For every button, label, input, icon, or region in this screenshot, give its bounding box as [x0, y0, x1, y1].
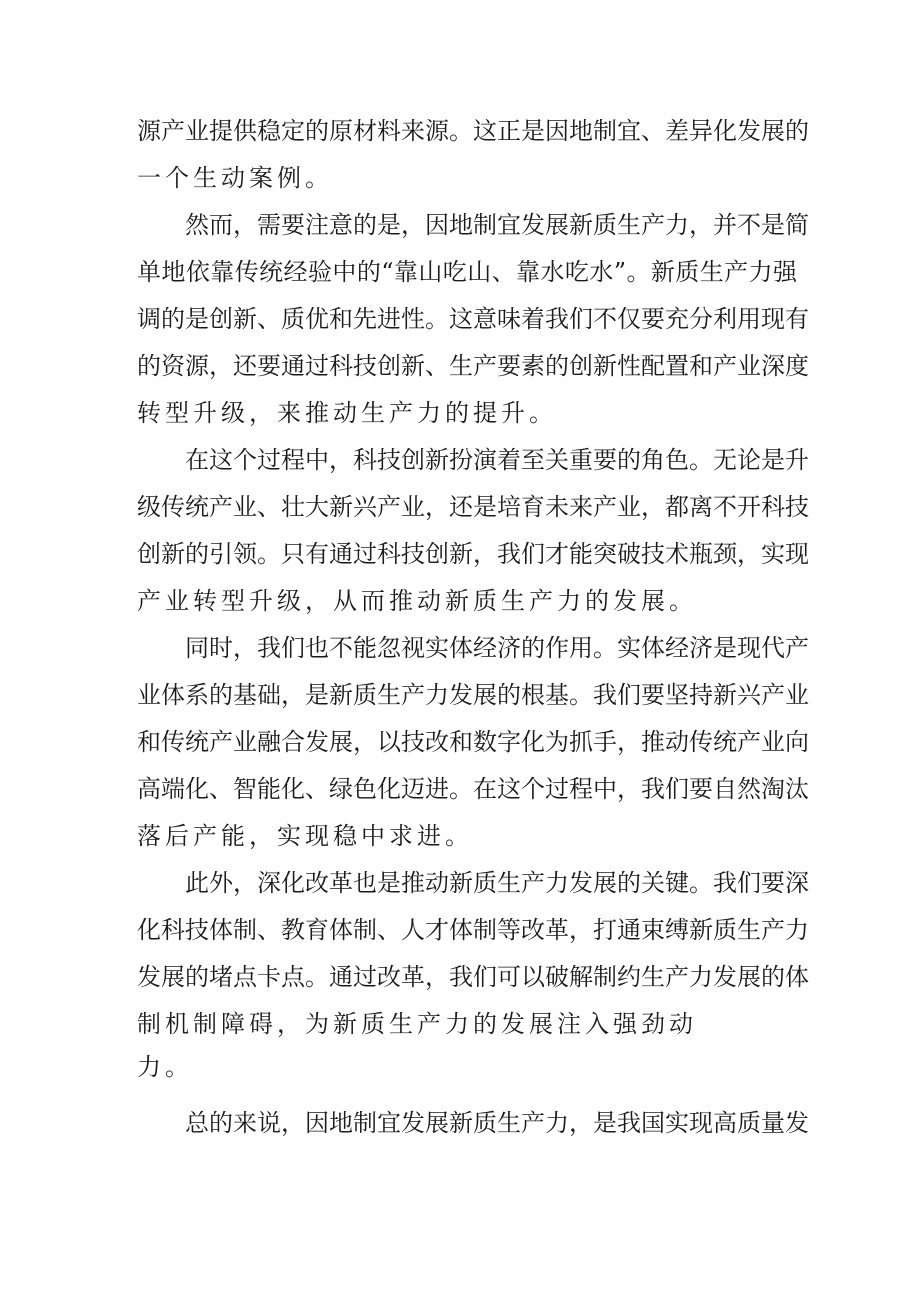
paragraph-4-line-4: 高端化、智能化、绿色化迈进。在这个过程中，我们要自然淘汰	[137, 775, 809, 803]
paragraph-2-line-3: 调的是创新、质优和先进性。这意味着我们不仅要充分利用现有	[137, 305, 809, 333]
paragraph-6-line-1: 总的来说，因地制宜发展新质生产力，是我国实现高质量发	[185, 1109, 809, 1137]
paragraph-5-line-2: 化科技体制、教育体制、人才体制等改革，打通束缚新质生产力	[137, 916, 809, 944]
paragraph-2-line-4: 的资源，还要通过科技创新、生产要素的创新性配置和产业深度	[137, 352, 809, 380]
paragraph-2-line-1: 然而，需要注意的是，因地制宜发展新质生产力，并不是简	[185, 211, 809, 239]
paragraph-2-line-5: 转型升级，来推动生产力的提升。	[137, 399, 557, 427]
paragraph-4-line-3: 和传统产业融合发展，以技改和数字化为抓手，推动传统产业向	[137, 728, 809, 756]
paragraph-5-line-5: 力。	[137, 1053, 193, 1081]
paragraph-2-line-2: 单地依靠传统经验中的“靠山吃山、靠水吃水”。新质生产力强	[137, 258, 797, 286]
paragraph-4-line-5: 落后产能，实现稳中求进。	[137, 822, 473, 850]
paragraph-4-line-1: 同时，我们也不能忽视实体经济的作用。实体经济是现代产	[185, 634, 809, 662]
paragraph-5-line-4: 制机制障碍，为新质生产力的发展注入强劲动	[137, 1010, 697, 1038]
paragraph-3-line-2: 级传统产业、壮大新兴产业，还是培育未来产业，都离不开科技	[137, 493, 809, 521]
paragraph-1-line-1: 源产业提供稳定的原材料来源。这正是因地制宜、差异化发展的	[137, 117, 809, 145]
paragraph-5-line-3: 发展的堵点卡点。通过改革，我们可以破解制约生产力发展的体	[137, 963, 809, 991]
paragraph-3-line-1: 在这个过程中，科技创新扮演着至关重要的角色。无论是升	[185, 446, 809, 474]
paragraph-5-line-1: 此外，深化改革也是推动新质生产力发展的关键。我们要深	[185, 869, 809, 897]
paragraph-1-line-2: 一个生动案例。	[137, 164, 333, 192]
paragraph-3-line-3: 创新的引领。只有通过科技创新，我们才能突破技术瓶颈，实现	[137, 540, 809, 568]
paragraph-3-line-4: 产业转型升级，从而推动新质生产力的发展。	[137, 587, 697, 615]
paragraph-4-line-2: 业体系的基础，是新质生产力发展的根基。我们要坚持新兴产业	[137, 681, 809, 709]
